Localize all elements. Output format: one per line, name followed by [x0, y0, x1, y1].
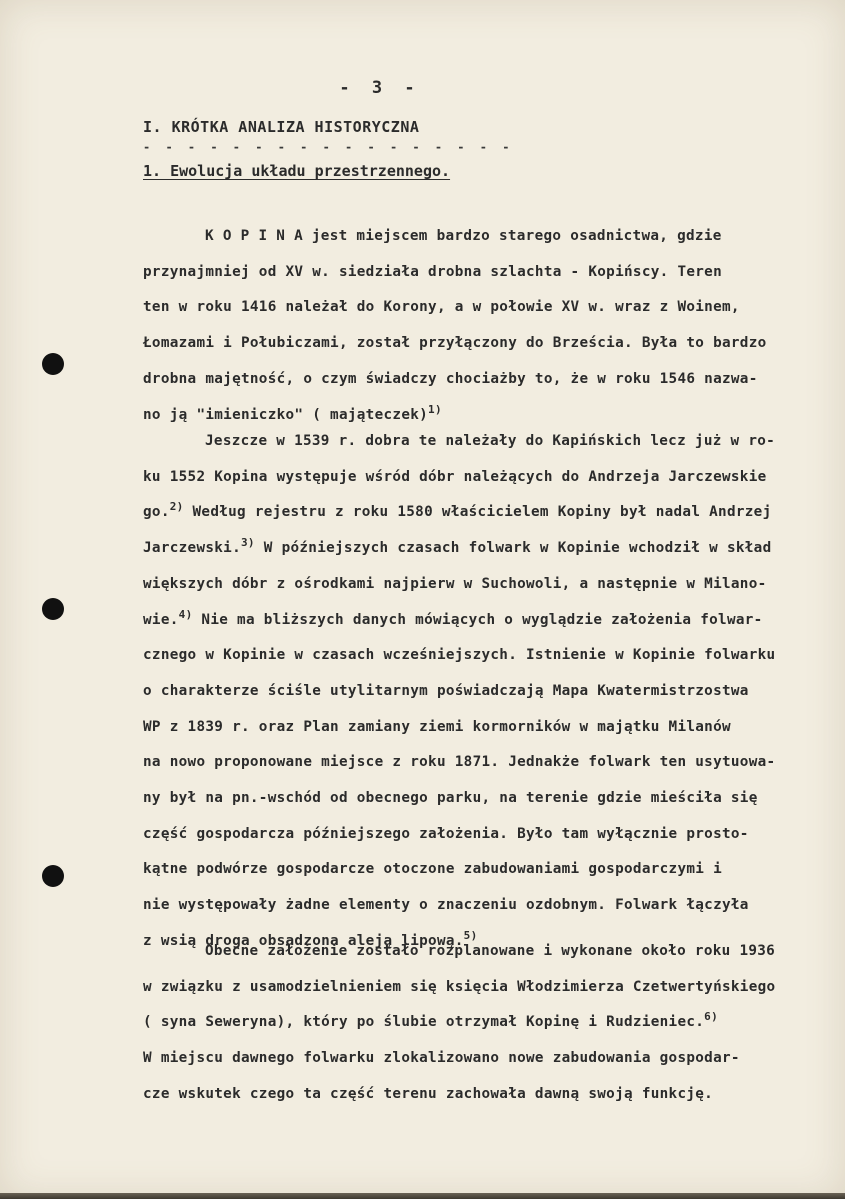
text-line: [143, 647, 775, 663]
line-text: część gospodarcza późniejszego założenia. Było tam wyłącznie prosto-: [143, 825, 749, 842]
text-line: [143, 335, 767, 351]
text-line: [143, 402, 442, 423]
line-text: na nowo proponowane miejsce z roku 1871. Jednakże folwark ten usytuowa-: [143, 754, 776, 771]
footnote-ref: 6): [704, 1010, 719, 1024]
line-text-continued: Według rejestru z roku 1580 właścicielem Kopiny był nadal Andrzej: [183, 504, 772, 521]
line-text: nie występowały żadne elementy o znaczeniu ozdobnym. Folwark łączyła: [143, 897, 749, 914]
footnote-ref: 3): [240, 536, 255, 550]
line-text: cze wskutek czego ta część terenu zachowała dawną swoją funkcję.: [143, 1085, 714, 1102]
line-text: Obecne założenie zostało rozplanowane i wykonane około roku 1936: [205, 943, 776, 959]
line-text: ny był na pn.-wschód od obecnego parku, na terenie gdzie mieściła się: [143, 790, 758, 806]
line-text-continued: Nie ma bliższych danych mówiących o wyglądzie założenia folwar-: [192, 611, 763, 628]
text-line: [143, 979, 775, 995]
page-number: - 3 -: [339, 78, 421, 98]
text-line: [143, 719, 731, 735]
binder-hole: [42, 353, 64, 375]
line-text: no ją "imieniczko" ( mająteczek): [143, 406, 429, 423]
text-line: [143, 371, 758, 387]
footnote-ref: 1): [428, 402, 442, 416]
text-line: [205, 228, 722, 244]
text-line: [143, 1050, 740, 1066]
binder-hole: [42, 865, 64, 887]
line-text: przynajmniej od XV w. siedziała drobna szlachta - Kopińscy. Teren: [143, 263, 722, 280]
line-text: WP z 1839 r. oraz Plan zamiany ziemi kormorników w majątku Milanów: [143, 718, 731, 735]
footnote-ref: 4): [178, 607, 193, 621]
text-line: [143, 500, 772, 521]
line-text: ten w roku 1416 należał do Korony, a w połowie XV w. wraz z Woinem,: [143, 299, 740, 316]
line-text: Łomazami i Połubiczami, został przyłączony do Brześcia. Była to bardzo: [143, 335, 767, 352]
text-line: [143, 861, 722, 877]
line-text: drobna majętność, o czym świadczy chociażby to, że w roku 1546 nazwa-: [143, 370, 758, 387]
text-line: [143, 754, 775, 770]
line-text: większych dóbr z ośrodkami najpierw w Suchowoli, a następnie w Milano-: [143, 575, 767, 592]
line-text: K O P I N A jest miejscem bardzo starego osadnictwa, gdzie: [205, 228, 722, 244]
text-line: [143, 826, 749, 842]
text-line: [143, 1086, 713, 1102]
line-text: go.: [143, 504, 170, 521]
line-text: z wsią droga obsadzona aleją lipową.: [143, 932, 464, 949]
line-text: cznego w Kopinie w czasach wcześniejszych. Istnienie w Kopinie folwarku: [143, 647, 776, 664]
line-text: Jarczewski.: [143, 540, 241, 557]
line-text: ku 1552 Kopina występuje wśród dóbr należących do Andrzeja Jarczewskie: [143, 468, 767, 485]
binder-hole: [42, 598, 64, 620]
text-line: [143, 536, 772, 557]
line-text: Jeszcze w 1539 r. dobra te należały do Kapińskich lecz już w ro-: [205, 433, 776, 449]
footnote-ref: 2): [169, 500, 184, 514]
line-text: W miejscu dawnego folwarku zlokalizowano nowe zabudowania gospodar-: [143, 1050, 740, 1067]
line-text: w związku z usamodzielnieniem się księcia Włodzimierza Czetwertyńskiego: [143, 978, 776, 995]
text-line: [143, 576, 767, 592]
text-line: [143, 897, 749, 913]
text-line: [143, 683, 749, 699]
line-text: ( syna Seweryna), który po ślubie otrzymał Kopinę i Rudzieniec.: [143, 1014, 705, 1031]
text-line: [143, 790, 758, 806]
line-text: o charakterze ściśle utylitarnym poświadczają Mapa Kwatermistrzostwa: [143, 682, 749, 699]
heading-underline: - - - - - - - - - - - - - - - - -: [143, 140, 514, 154]
text-line: [143, 1010, 719, 1031]
subsection-heading: 1. Ewolucja układu przestrzennego.: [143, 162, 451, 180]
text-line: [205, 943, 775, 959]
footnote-ref: 5): [463, 928, 478, 942]
line-text: wie.: [143, 611, 179, 628]
text-line: [143, 299, 740, 315]
text-line: [143, 469, 767, 485]
text-line: [143, 607, 763, 628]
text-line: [205, 433, 775, 449]
line-text: kątne podwórze gospodarcze otoczone zabudowaniami gospodarczymi i: [143, 861, 722, 878]
section-heading: I. KRÓTKA ANALIZA HISTORYCZNA: [143, 118, 420, 136]
text-line: [143, 264, 722, 280]
line-text-continued: W późniejszych czasach folwark w Kopinie wchodził w skład: [254, 540, 772, 557]
